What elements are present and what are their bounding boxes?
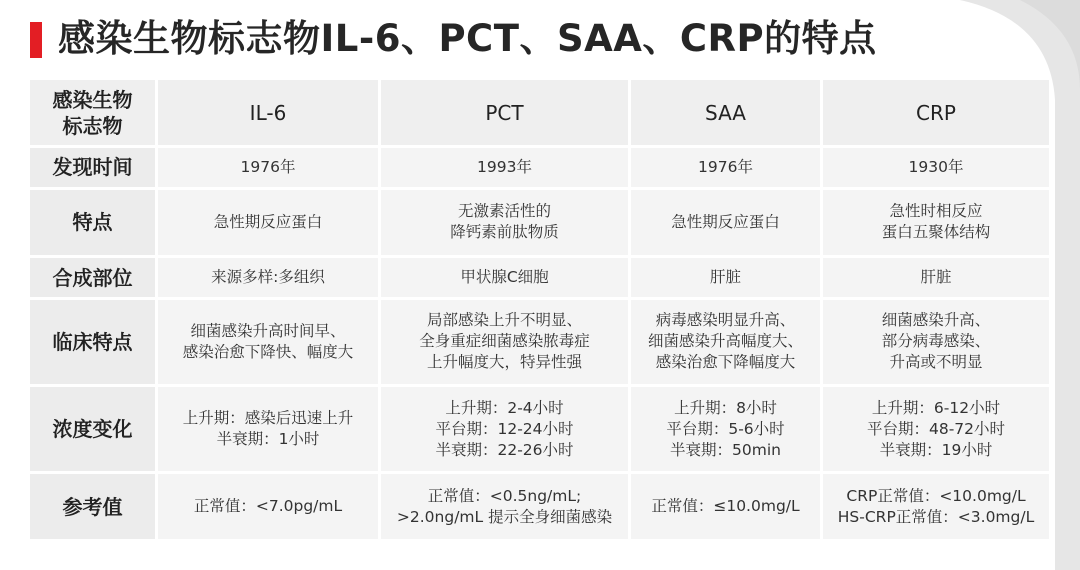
table-cell	[823, 300, 1052, 387]
table-cell	[631, 190, 823, 259]
cell-text: 正常值：≤10.0mg/L	[651, 497, 800, 516]
cell-text: 半衰期：50min	[670, 440, 781, 459]
cell-text: 来源多样:多组织	[211, 268, 325, 287]
cell-text: 上升期：8小时	[674, 398, 777, 417]
cell-text: 细菌感染升高时间早、	[190, 321, 346, 340]
column-header: SAA	[631, 80, 823, 148]
row-header: 发现时间	[30, 148, 158, 190]
cell-text: 肝脏	[709, 268, 741, 287]
table-cell	[631, 258, 823, 300]
table-cell	[631, 387, 823, 474]
table-cell	[631, 300, 823, 387]
page-title: 感染生物标志物IL-6、PCT、SAA、CRP的特点	[58, 17, 877, 60]
cell-text: 1976年	[240, 157, 296, 176]
cell-text: 急性期反应蛋白	[671, 212, 780, 231]
cell-text: 全身重症细菌感染脓毒症	[419, 332, 590, 351]
table-cell	[381, 190, 631, 259]
cell-text: 平台期：5-6小时	[666, 419, 785, 438]
table-row	[30, 300, 1052, 387]
cell-text: 急性时相反应	[889, 202, 983, 221]
column-header: CRP	[823, 80, 1052, 148]
table-cell	[158, 190, 381, 259]
table-body	[30, 148, 1052, 542]
cell-text: CRP正常值：<10.0mg/L	[846, 486, 1026, 505]
corner-header-line: 感染生物	[52, 87, 133, 112]
table-row	[30, 387, 1052, 474]
column-header: PCT	[381, 80, 631, 148]
table-cell	[823, 190, 1052, 259]
table-cell	[381, 474, 631, 542]
cell-text: 急性期反应蛋白	[213, 212, 323, 231]
table-cell	[158, 474, 381, 542]
cell-text: 半衰期：1小时	[216, 430, 320, 449]
cell-text: 平台期：48-72小时	[866, 419, 1006, 438]
cell-text: 甲状腺C细胞	[460, 268, 549, 287]
cell-text: 感染治愈下降快、幅度大	[182, 342, 354, 361]
table-row	[30, 148, 1052, 190]
cell-text: 升高或不明显	[889, 353, 983, 372]
row-header: 临床特点	[30, 300, 158, 387]
row-header: 特点	[30, 190, 158, 259]
cell-text: 部分病毒感染、	[881, 332, 991, 351]
table-header-row	[30, 80, 1052, 148]
table-cell	[158, 148, 381, 190]
cell-text: 肝脏	[920, 268, 952, 287]
corner-header	[30, 80, 158, 148]
table-cell	[158, 387, 381, 474]
table-cell	[823, 387, 1052, 474]
table-cell	[381, 300, 631, 387]
cell-text: 上升幅度大，特异性强	[426, 353, 582, 372]
cell-text: 蛋白五聚体结构	[881, 223, 991, 242]
table-row	[30, 258, 1052, 300]
cell-text: 细菌感染升高幅度大、	[647, 332, 803, 351]
table-cell	[631, 148, 823, 190]
cell-text: 病毒感染明显升高、	[655, 311, 796, 330]
table-cell	[631, 474, 823, 542]
table-row	[30, 474, 1052, 542]
cell-text: 平台期：12-24小时	[435, 419, 574, 438]
row-header: 浓度变化	[30, 387, 158, 474]
table-cell	[823, 258, 1052, 300]
table-cell	[381, 387, 631, 474]
table-cell	[381, 148, 631, 190]
cell-text: >2.0ng/mL 提示全身细菌感染	[396, 507, 613, 526]
cell-text: 1993年	[477, 157, 532, 176]
cell-text: 细菌感染升高、	[881, 311, 991, 330]
corner-header-line: 标志物	[62, 113, 123, 138]
cell-text: 半衰期：22-26小时	[435, 440, 574, 459]
cell-text: 1976年	[698, 157, 753, 176]
cell-text: 上升期：6-12小时	[871, 398, 1001, 417]
title-accent-bar	[30, 22, 42, 58]
table-cell	[823, 148, 1052, 190]
cell-text: 无激素活性的	[457, 202, 551, 221]
table-row	[30, 190, 1052, 259]
cell-text: 局部感染上升不明显、	[426, 311, 582, 330]
cell-text: 1930年	[908, 157, 964, 176]
row-header: 参考值	[30, 474, 158, 542]
cell-text: 正常值：<7.0pg/mL	[193, 497, 343, 516]
cell-text: 降钙素前肽物质	[450, 223, 559, 242]
cell-text: 上升期：感染后迅速上升	[182, 409, 354, 428]
cell-text: 正常值：<0.5ng/mL;	[427, 486, 582, 505]
cell-text: 感染治愈下降幅度大	[655, 353, 796, 372]
column-header: IL-6	[158, 80, 381, 148]
table-cell	[823, 474, 1052, 542]
table-cell	[158, 300, 381, 387]
table-cell	[158, 258, 381, 300]
biomarker-table	[30, 80, 1052, 542]
cell-text: 上升期：2-4小时	[445, 398, 564, 417]
cell-text: 半衰期：19小时	[879, 440, 993, 459]
table-cell	[381, 258, 631, 300]
row-header: 合成部位	[30, 258, 158, 300]
cell-text: HS-CRP正常值：<3.0mg/L	[837, 507, 1035, 526]
